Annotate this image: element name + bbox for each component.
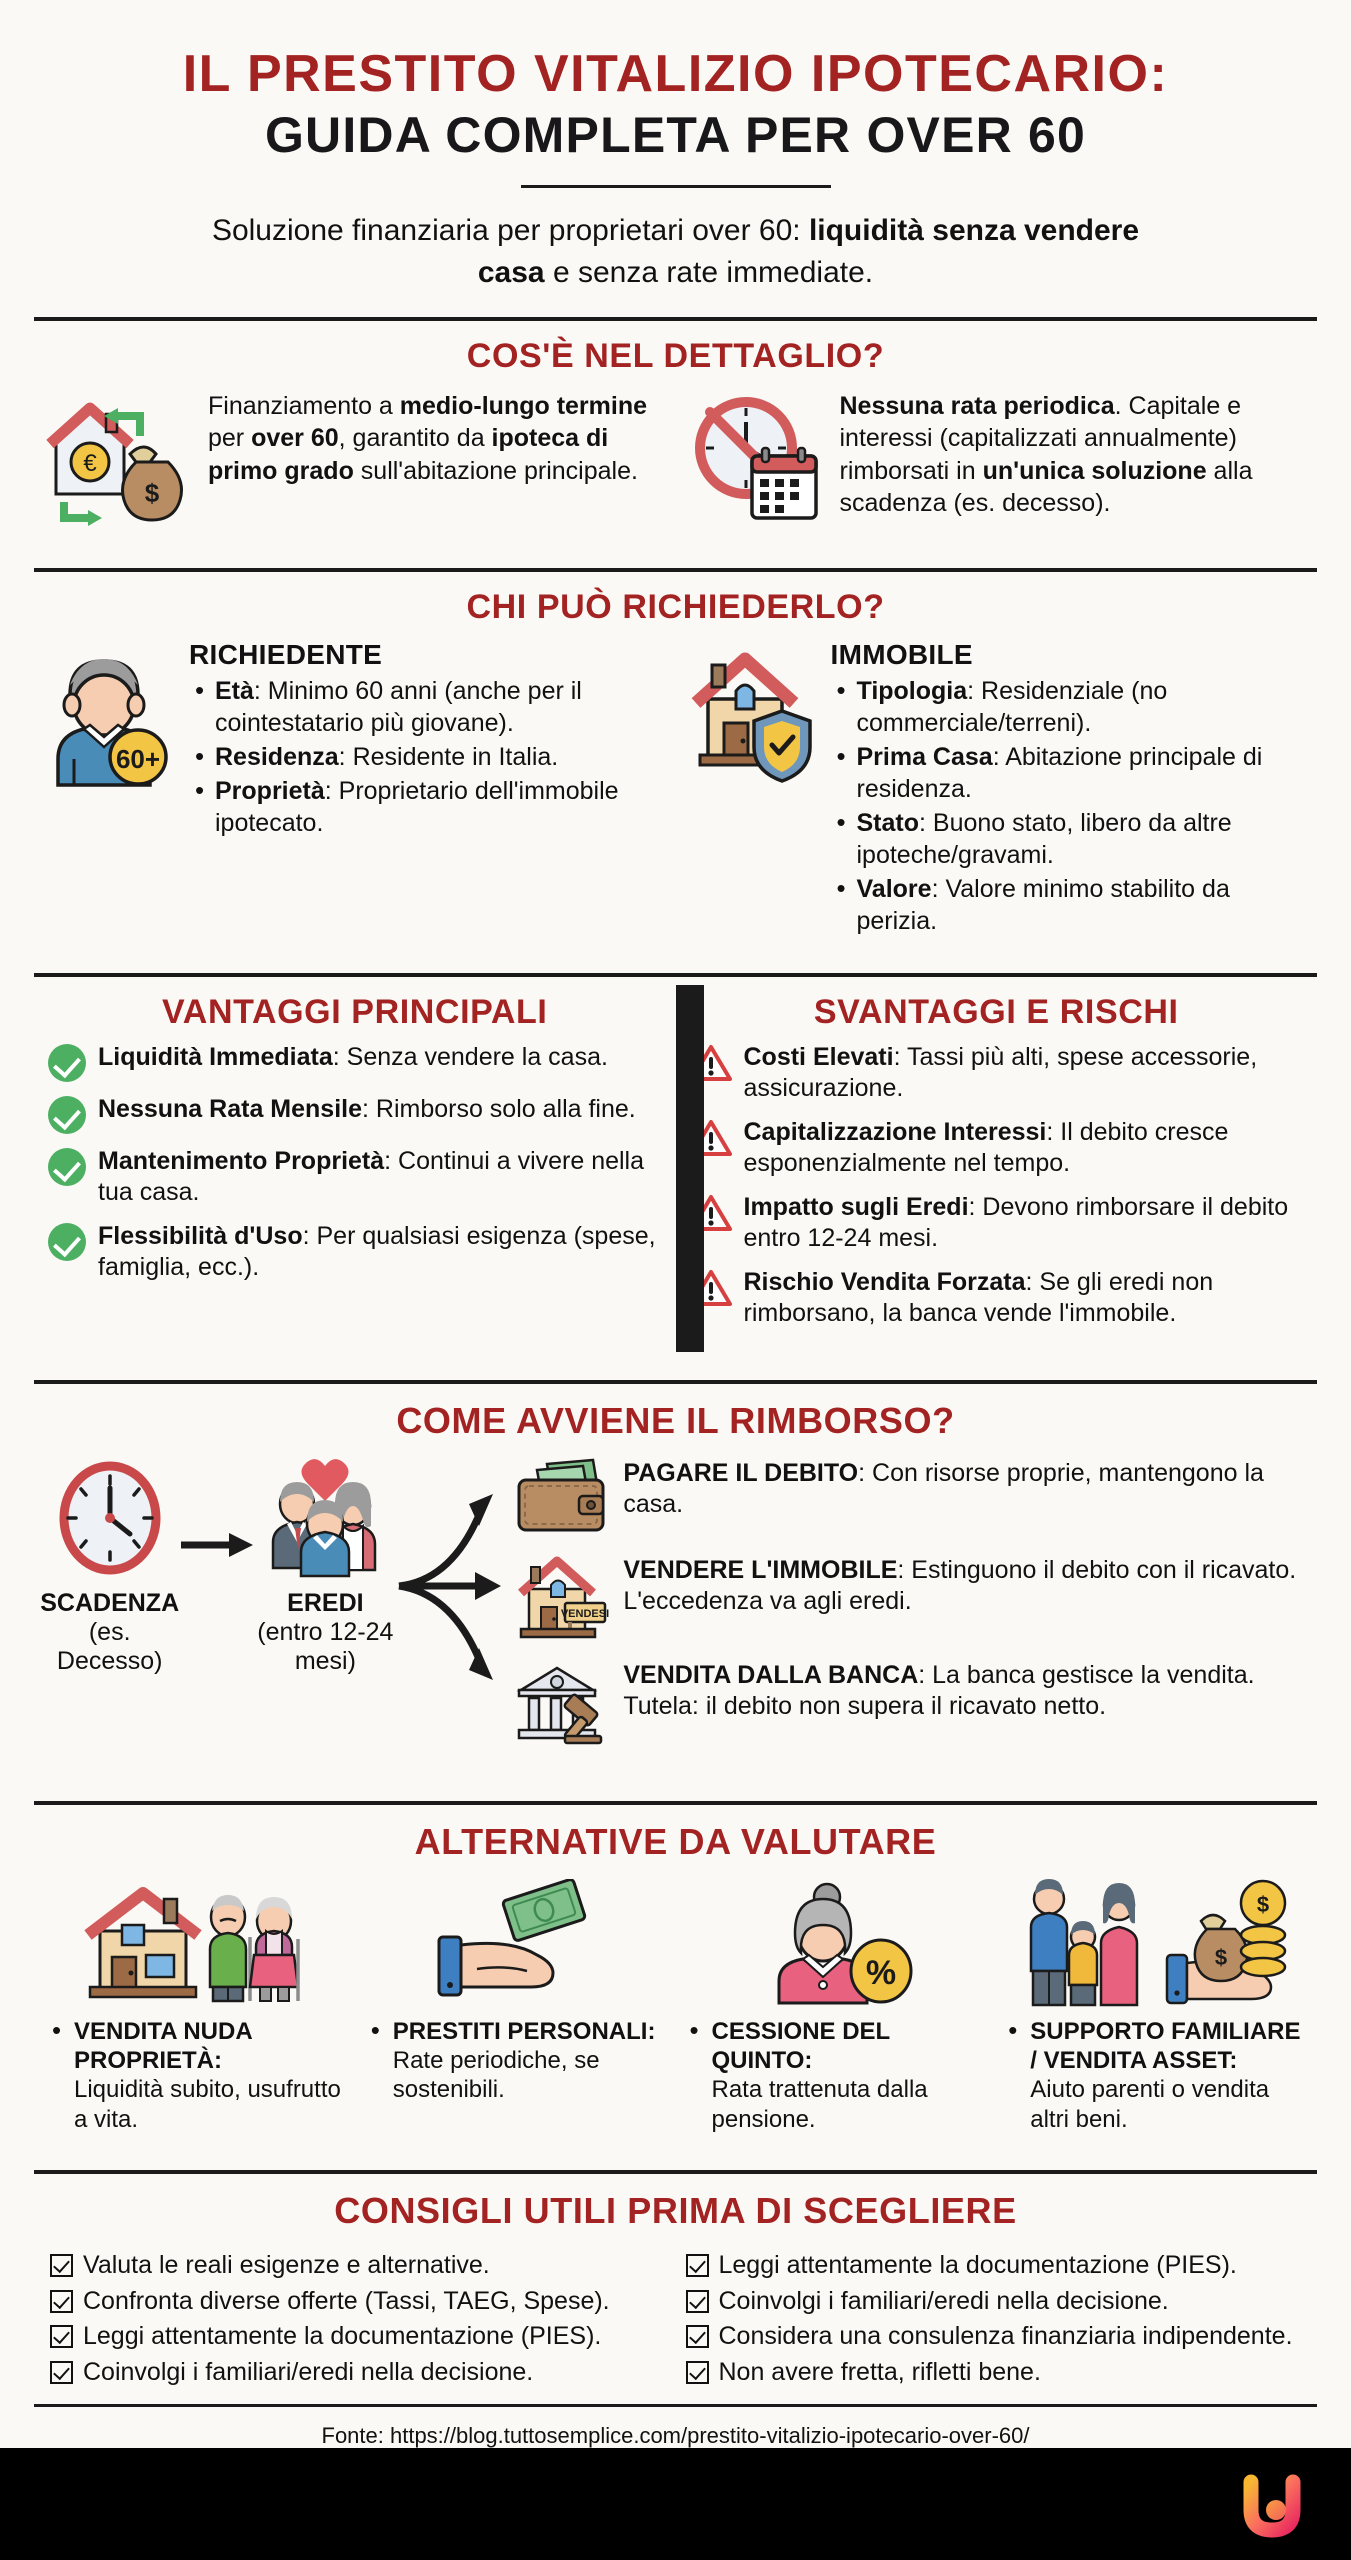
item-label: Costi Elevati: [743, 1042, 894, 1071]
tips-block: [34, 2242, 1317, 2404]
section-title-detail: COS'È NEL DETTAGLIO?: [466, 336, 885, 375]
item-label: Capitalizzazione Interessi: [743, 1117, 1047, 1146]
text-fragment: , garantito da: [338, 424, 492, 453]
item-text: Rata trattenuta dalla pensione.: [711, 2076, 928, 2133]
list-item: [690, 1267, 1304, 1330]
text-fragment: Finanziamento a: [208, 391, 400, 420]
list-item: [690, 1117, 1304, 1180]
detail-item-1-text: [208, 390, 666, 530]
svg-text:%: %: [865, 1953, 896, 1992]
page-title-line2: GUIDA COMPLETA PER OVER 60: [264, 107, 1087, 164]
item-text: Aiuto parenti o vendita altri beni.: [1030, 2076, 1270, 2133]
alternatives-row: [34, 1873, 1317, 2146]
list-item: [686, 2284, 1312, 2320]
bullet-label: Tipologia: [856, 676, 968, 705]
eligibility-group-applicant: [34, 637, 676, 949]
flow-node-deadline-label: SCADENZA: [40, 1588, 180, 1617]
item-text: : Se gli eredi non rimborsano, la banca vende l'immobile.: [743, 1267, 1214, 1328]
item-text: : Con risorse proprie, mantengono la casa.: [623, 1458, 1264, 1519]
item-label: Liquidità Immediata: [98, 1042, 333, 1071]
item-label: Flessibilità d'Uso: [98, 1221, 303, 1250]
item-label: PRESTITI PERSONALI:: [392, 2017, 656, 2045]
alternative-personal-loans: [357, 1877, 676, 2134]
house-elderly-couple-icon: [46, 1877, 349, 2007]
item-label: Nessuna Rata Mensile: [98, 1094, 362, 1123]
arrow-right-icon: [179, 1458, 255, 1560]
tip-text: Leggi attentamente la documentazione (PIES).: [718, 2251, 1237, 2279]
bank-gavel-icon: [513, 1660, 609, 1751]
text-fragment-bold: over 60: [251, 424, 339, 453]
repayment-option-pay-debt-text: [623, 1458, 1311, 1521]
text-fragment-bold: Nessuna rata periodica: [839, 391, 1115, 420]
item-text: : Estinguono il debito con il ricavato. L'eccedenza va agli eredi.: [623, 1555, 1297, 1616]
list-item: [50, 2248, 676, 2284]
detail-item-2: [676, 386, 1318, 544]
list-item: [831, 807, 1310, 871]
flow-node-heirs-label: EREDI: [287, 1588, 364, 1617]
bullet-label: Prima Casa: [856, 742, 993, 771]
item-text: Rate periodiche, se sostenibili.: [392, 2047, 600, 2104]
item-text: : Il debito cresce esponenzialmente nel tempo.: [743, 1117, 1229, 1178]
house-for-sale-icon: [513, 1555, 609, 1646]
bullet-label: Residenza: [215, 742, 339, 771]
check-circle-icon: [48, 1096, 86, 1134]
list-item: [831, 741, 1310, 805]
check-circle-icon: [48, 1223, 86, 1261]
subtitle-part-3: e senza rate immediate.: [544, 255, 874, 289]
text-fragment-bold: un'unica soluzione: [982, 456, 1207, 485]
bullet-label: Stato: [856, 808, 919, 837]
footer-bar: [0, 2448, 1351, 2560]
cons-column: [676, 977, 1318, 1356]
detail-item-1: [34, 386, 676, 544]
pros-item-text: [98, 1042, 608, 1082]
tip-text: Leggi attentamente la documentazione (PIES).: [83, 2322, 602, 2350]
cons-item-text: [744, 1042, 1304, 1105]
repayment-option-bank-sale-text: [623, 1660, 1311, 1723]
text-fragment: . Capitale e interessi (capitalizzati annualmente) rimborsati in: [839, 391, 1242, 485]
list-item: [48, 1146, 662, 1209]
item-text: Liquidità subito, usufrutto a vita.: [74, 2076, 341, 2133]
list-item: [686, 2248, 1312, 2284]
eligibility-columns: [34, 637, 1317, 949]
bullet-label: Età: [215, 676, 254, 705]
pros-list: [48, 1042, 662, 1284]
no-periodic-payment-clock-calendar-icon: [686, 390, 826, 530]
pros-item-text: [98, 1221, 662, 1284]
tip-text: Coinvolgi i familiari/eredi nella decisione.: [718, 2286, 1169, 2315]
checkbox-checked-icon: [50, 2361, 73, 2384]
subtitle-part-1: Soluzione finanziaria per proprietari over 60:: [211, 214, 809, 248]
repayment-option-pay-debt: [513, 1458, 1311, 1541]
detail-columns: [34, 386, 1317, 544]
eligibility-property-body: [831, 639, 1310, 939]
list-item: [50, 2319, 676, 2355]
alternative-personal-loans-text: [365, 2017, 668, 2105]
detail-item-2-text: [840, 390, 1308, 530]
item-text: : Senza vendere la casa.: [332, 1042, 608, 1071]
svg-text:60+: 60+: [115, 743, 161, 774]
eligibility-applicant-body: [189, 639, 668, 939]
repayment-flow: [34, 1452, 1317, 1777]
list-item: [686, 2355, 1312, 2391]
house-euro-money-bag-icon: [44, 390, 194, 530]
repayment-option-bank-sale: [513, 1660, 1311, 1751]
list-item: [189, 775, 668, 839]
flow-node-deadline-sub: (es. Decesso): [56, 1617, 163, 1675]
bullet-text: : Residente in Italia.: [338, 742, 559, 771]
for-sale-sign-text: VENDESI: [561, 1607, 610, 1620]
tip-text: Confronta diverse offerte (Tassi, TAEG, Spese).: [83, 2286, 610, 2315]
cons-item-text: [744, 1117, 1304, 1180]
list-item: [690, 1192, 1304, 1255]
list-item: [690, 1042, 1304, 1105]
flow-node-deadline: [40, 1458, 179, 1676]
item-text: : Rimborso solo alla fine.: [362, 1094, 636, 1123]
senior-woman-percent-icon: [684, 1877, 987, 2007]
list-item: [50, 2284, 676, 2320]
alternative-salary-assignment-text: [684, 2017, 987, 2134]
subtitle: [176, 210, 1176, 293]
heirs-family-heart-icon: [255, 1458, 395, 1583]
item-text: : Tassi più alti, spese accessorie, assicurazione.: [743, 1042, 1258, 1103]
section-title-tips: CONSIGLI UTILI PRIMA DI SCEGLIERE: [334, 2190, 1017, 2231]
section-title-pros: VANTAGGI PRINCIPALI: [162, 992, 548, 1031]
list-item: [48, 1221, 662, 1284]
bullet-text: : Abitazione principale di residenza.: [856, 742, 1263, 803]
family-hand-money-icon: [1002, 1877, 1305, 2007]
item-label: SUPPORTO FAMILIARE / VENDITA ASSET:: [1030, 2017, 1301, 2075]
checkbox-checked-icon: [686, 2361, 709, 2384]
item-label: VENDITA DALLA BANCA: [623, 1660, 919, 1689]
list-item: [686, 2319, 1312, 2355]
item-text: : Per qualsiasi esigenza (spese, famiglia, ecc.).: [98, 1221, 656, 1282]
eligibility-group-property: [676, 637, 1318, 949]
item-text: : Continui a vivere nella tua casa.: [98, 1146, 645, 1207]
checkbox-checked-icon: [686, 2325, 709, 2348]
text-fragment-bold: medio-lungo termine: [399, 391, 648, 420]
eligibility-property-list: [831, 675, 1310, 937]
tip-text: Non avere fretta, rifletti bene.: [718, 2357, 1041, 2386]
alternative-salary-assignment: [676, 1877, 995, 2134]
item-text: : La banca gestisce la vendita. Tutela: il debito non supera il ricavato netto.: [623, 1660, 1255, 1721]
bullet-text: : Valore minimo stabilito da perizia.: [856, 874, 1230, 935]
pros-column: [34, 977, 676, 1356]
tip-text: Considera una consulenza finanziaria indipendente.: [718, 2322, 1293, 2350]
u-gradient-logo-icon: [1237, 2470, 1307, 2540]
section-title-repayment: COME AVVIENE IL RIMBORSO?: [396, 1399, 955, 1441]
section-title-alternatives: ALTERNATIVE DA VALUTARE: [414, 1820, 937, 1862]
item-label: PAGARE IL DEBITO: [623, 1458, 859, 1487]
repayment-options: [513, 1458, 1311, 1765]
svg-text:$: $: [1256, 1891, 1269, 1917]
item-label: CESSIONE DEL QUINTO:: [711, 2017, 890, 2075]
house-shield-check-icon: [684, 639, 819, 939]
check-circle-icon: [48, 1044, 86, 1082]
item-label: Mantenimento Proprietà: [98, 1146, 385, 1175]
list-item: [189, 675, 668, 739]
hand-banknote-icon: [365, 1877, 668, 2007]
text-fragment-bold: ipoteca di primo grado: [208, 424, 609, 485]
repayment-option-sell-property: [513, 1555, 1311, 1646]
text-fragment: sull'abitazione principale.: [353, 456, 638, 485]
svg-text:$: $: [1214, 1944, 1227, 1970]
list-item: [831, 873, 1310, 937]
tip-text: Coinvolgi i familiari/eredi nella decisione.: [83, 2357, 534, 2386]
alternative-family-support-text: [1002, 2017, 1305, 2134]
eligibility-heading-applicant: RICHIEDENTE: [189, 638, 383, 670]
text-fragment: per: [208, 424, 252, 453]
source-line: Fonte: https://blog.tuttosemplice.com/prestito-vitalizio-ipotecario-over-60/: [321, 2423, 1030, 2448]
checkbox-checked-icon: [50, 2325, 73, 2348]
checkbox-checked-icon: [50, 2254, 73, 2277]
text-fragment: alla scadenza (es. decesso).: [839, 456, 1253, 518]
alternative-bare-ownership-text: [46, 2017, 349, 2134]
list-item: [189, 741, 668, 773]
tip-text: Valuta le reali esigenze e alternative.: [83, 2251, 490, 2279]
clock-icon: [40, 1458, 179, 1583]
subtitle-part-2: liquidità senza vendere casa: [477, 214, 1140, 289]
bullet-text: : Residenziale (no commerciale/terreni).: [856, 676, 1168, 737]
senior-person-60plus-icon: [42, 639, 177, 939]
pros-item-text: [98, 1146, 662, 1209]
tips-list-left: [40, 2248, 676, 2390]
vertical-divider: [676, 985, 704, 1352]
svg-text:€: €: [83, 449, 97, 477]
bullet-text: : Proprietario dell'immobile ipotecato.: [215, 776, 619, 837]
list-item: [48, 1094, 662, 1134]
item-label: Impatto sugli Eredi: [743, 1192, 969, 1221]
list-item: [48, 1042, 662, 1082]
svg-text:$: $: [144, 477, 160, 508]
check-circle-icon: [48, 1148, 86, 1186]
repayment-option-sell-property-text: [623, 1555, 1311, 1618]
wallet-cash-icon: [513, 1458, 609, 1541]
checkbox-checked-icon: [50, 2290, 73, 2313]
checkbox-checked-icon: [686, 2254, 709, 2277]
section-title-eligibility: CHI PUÒ RICHIEDERLO?: [466, 587, 885, 626]
branching-arrows-icon: [395, 1458, 513, 1703]
list-item: [50, 2355, 676, 2391]
cons-item-text: [744, 1267, 1304, 1330]
cons-list: [690, 1042, 1304, 1330]
page-title-line1: IL PRESTITO VITALIZIO IPOTECARIO:: [182, 45, 1169, 103]
bullet-label: Proprietà: [215, 776, 325, 805]
title-divider: [521, 185, 831, 188]
item-label: Rischio Vendita Forzata: [743, 1267, 1026, 1296]
pros-cons-block: [34, 977, 1317, 1356]
alternative-bare-ownership: [38, 1877, 357, 2134]
bullet-text: : Buono stato, libero da altre ipoteche/gravami.: [856, 808, 1232, 869]
eligibility-applicant-list: [189, 675, 668, 839]
pros-item-text: [98, 1094, 636, 1134]
eligibility-heading-property: IMMOBILE: [830, 638, 973, 670]
list-item: [831, 675, 1310, 739]
item-label: VENDERE L'IMMOBILE: [623, 1555, 898, 1584]
flow-node-heirs: [255, 1458, 395, 1676]
tips-list-right: [676, 2248, 1312, 2390]
bullet-text: : Minimo 60 anni (anche per il cointestatario più giovane).: [215, 676, 582, 737]
bullet-label: Valore: [856, 874, 932, 903]
item-text: : Devono rimborsare il debito entro 12-24 mesi.: [743, 1192, 1289, 1253]
item-label: VENDITA NUDA PROPRIETÀ:: [74, 2017, 252, 2075]
cons-item-text: [744, 1192, 1304, 1255]
flow-node-heirs-sub: (entro 12-24 mesi): [257, 1617, 394, 1675]
alternative-family-support: [994, 1877, 1313, 2134]
section-title-cons: SVANTAGGI E RISCHI: [813, 992, 1179, 1031]
checkbox-checked-icon: [686, 2290, 709, 2313]
